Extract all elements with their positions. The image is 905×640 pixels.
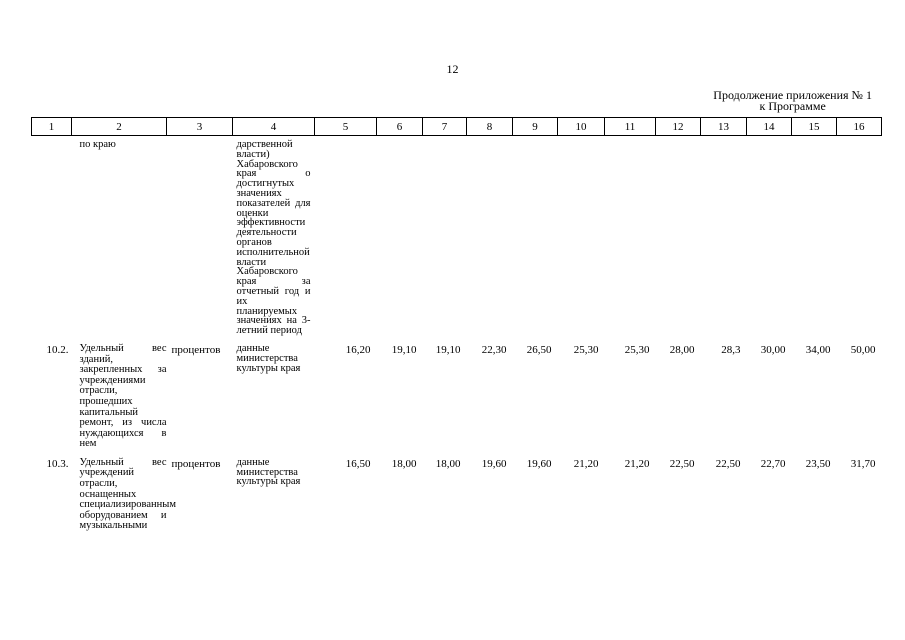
header-cell: 5 — [315, 118, 377, 136]
indicator-name: Удельный вес учреждений отрасли, оснащенных специализированным оборудованием и музыкальными — [79, 456, 176, 532]
header-cell: 12 — [656, 118, 701, 136]
value-cell: 22,50 — [669, 457, 695, 470]
continuation-row — [32, 136, 882, 336]
value-cell: 34,00 — [805, 343, 831, 356]
data-source: данные министерства культуры края — [236, 456, 301, 488]
value-cell: 26,50 — [526, 343, 552, 356]
header-cell: 11 — [605, 118, 656, 136]
value-cell: 21,20 — [624, 457, 650, 470]
table-header-row — [32, 118, 882, 136]
unit-of-measure: процентов — [171, 343, 221, 356]
value-cell: 19,10 — [391, 343, 417, 356]
value-cell: 19,60 — [481, 457, 507, 470]
value-cell: 25,30 — [573, 343, 599, 356]
unit-of-measure: процентов — [171, 457, 221, 470]
appendix-note-line-1: Продолжение приложения № 1 — [713, 88, 872, 102]
continuation-indicator-text: по краю — [79, 139, 116, 150]
indicator-name: Удельный вес зданий, закрепленных за учреждениями отрасли, прошедших капитальный ремонт, из числа нуждающихся в нем — [79, 342, 167, 450]
header-cell: 14 — [747, 118, 792, 136]
header-cell: 9 — [513, 118, 558, 136]
table-row — [32, 336, 882, 450]
value-cell: 50,00 — [850, 343, 876, 356]
value-cell: 30,00 — [760, 343, 786, 356]
header-cell: 1 — [32, 118, 72, 136]
value-cell: 21,20 — [573, 457, 599, 470]
value-cell: 19,60 — [526, 457, 552, 470]
header-cell: 6 — [377, 118, 423, 136]
appendix-note — [713, 90, 872, 112]
table-row — [32, 450, 882, 532]
page-number: 12 — [446, 62, 459, 76]
data-source: данные министерства культуры края — [236, 342, 301, 374]
value-cell: 28,3 — [721, 343, 741, 356]
header-cell: 10 — [558, 118, 605, 136]
appendix-note-line-2: к Программе — [759, 99, 826, 113]
value-cell: 31,70 — [850, 457, 876, 470]
continuation-source-text: дарственной власти) Хабаровского края о достигнутых значениях показателей для оценки эффективности деятельности органов исполнительной власти Хабаровского края за отчетный год и их планируемых значениях на 3-летний период — [236, 139, 311, 337]
header-cell: 7 — [423, 118, 467, 136]
value-cell: 22,50 — [715, 457, 741, 470]
header-cell: 8 — [467, 118, 513, 136]
header-cell: 4 — [233, 118, 315, 136]
value-cell: 16,50 — [345, 457, 371, 470]
value-cell: 23,50 — [805, 457, 831, 470]
value-cell: 28,00 — [669, 343, 695, 356]
row-number: 10.2. — [46, 343, 69, 356]
header-cell: 3 — [167, 118, 233, 136]
value-cell: 22,30 — [481, 343, 507, 356]
header-cell: 16 — [837, 118, 882, 136]
value-cell: 19,10 — [435, 343, 461, 356]
value-cell: 25,30 — [624, 343, 650, 356]
value-cell: 18,00 — [435, 457, 461, 470]
value-cell: 22,70 — [760, 457, 786, 470]
row-number: 10.3. — [46, 457, 69, 470]
header-cell: 13 — [701, 118, 747, 136]
header-cell: 2 — [72, 118, 167, 136]
value-cell: 16,20 — [345, 343, 371, 356]
header-cell: 15 — [792, 118, 837, 136]
value-cell: 18,00 — [391, 457, 417, 470]
indicators-table — [31, 117, 882, 532]
